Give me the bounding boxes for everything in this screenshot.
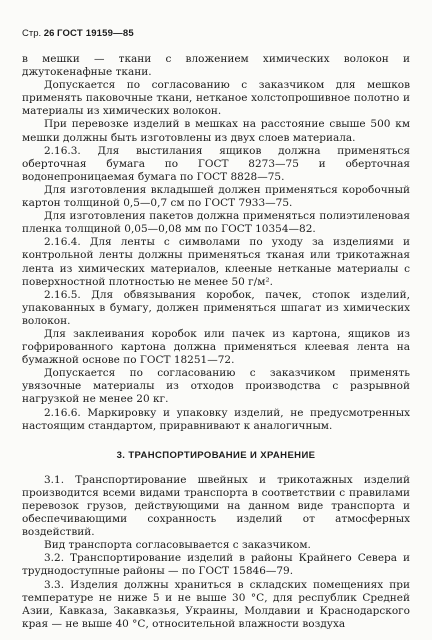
paragraph: 2.16.5. Для обвязывания коробок, пачек, стопок изделий, упакованных в бумагу, должен применяться шпагат из химических волокон.: [22, 288, 410, 327]
paragraph: 3.1. Транспортирование швейных и трикотажных изделий производится всеми видами транспорта в соответствии с правилами перевозок грузов, действующими на данном виде транспорта и обеспечивающими сохранность изделий от атмосферных воздействий.: [22, 473, 410, 539]
paragraph: Для заклеивания коробок или пачек из картона, ящиков из гофрированного картона должна применяться клеевая лента на бумажной основе по ГОСТ 18251—72.: [22, 327, 410, 367]
page-label: Стр.: [22, 28, 42, 39]
paragraph: в мешки — ткани с вложением химических волокон и джутокенафные ткани.: [22, 53, 410, 79]
paragraph: Допускается по согласованию с заказчиком применять увязочные материалы из отходов производства с разрывной нагрузкой не менее 20 кг.: [22, 367, 410, 406]
page-header: [22, 28, 410, 39]
section-title: 3. ТРАНСПОРТИРОВАНИЕ И ХРАНЕНИЕ: [116, 449, 316, 461]
paragraph: Вид транспорта согласовывается с заказчиком.: [44, 539, 311, 552]
paragraph: 2.16.4. Для ленты с символами по уходу за изделиями и контрольной ленты должны применяться тканая или трикотажная лента из химических материалов, клееные нетканые материалы с поверхностной плотностью не менее 50 г/м².: [22, 236, 410, 288]
standard-designation: ГОСТ 19159—85: [57, 28, 134, 39]
paragraph: Для изготовления вкладышей должен применяться коробочный картон толщиной 0,5—0,7 см по ГОСТ 7933—75.: [22, 183, 410, 210]
paragraph: 3.2. Транспортирование изделий в районы Крайнего Севера и труднодоступные районы — по ГОСТ 15846—79.: [22, 552, 410, 578]
paragraph: 3.3. Изделия должны храниться в складских помещениях при температуре не ниже 5 и не выше 30 °С, для республик Средней Азии, Кавказа, Закавказья, Украины, Молдавии и Краснодарского края — не выше 40 °С, относительной влажности воздуха: [22, 578, 410, 630]
paragraph: При перевозке изделий в мешках на расстояние свыше 500 км мешки должны быть изготовлены из двух слоев материала.: [22, 118, 410, 144]
page-number: 26: [43, 28, 55, 39]
paragraph: 2.16.3. Для выстилания ящиков должна применяться оберточная бумага по ГОСТ 8273—75 и оберточная водонепроницаемая бумага по ГОСТ 8828—75.: [22, 144, 410, 183]
paragraph: Допускается по согласованию с заказчиком для мешков применять паковочные ткани, нетканое холстопрошивное полотно и материалы из химических волокон.: [22, 79, 410, 118]
paragraph: 2.16.6. Маркировку и упаковку изделий, не предусмотренных настоящим стандартом, приравнивают к аналогичным.: [22, 406, 410, 432]
body-text: [22, 53, 410, 631]
paragraph: Для изготовления пакетов должна применяться полиэтиленовая пленка толщиной 0,05—0,08 мм по ГОСТ 10354—82.: [22, 210, 410, 236]
